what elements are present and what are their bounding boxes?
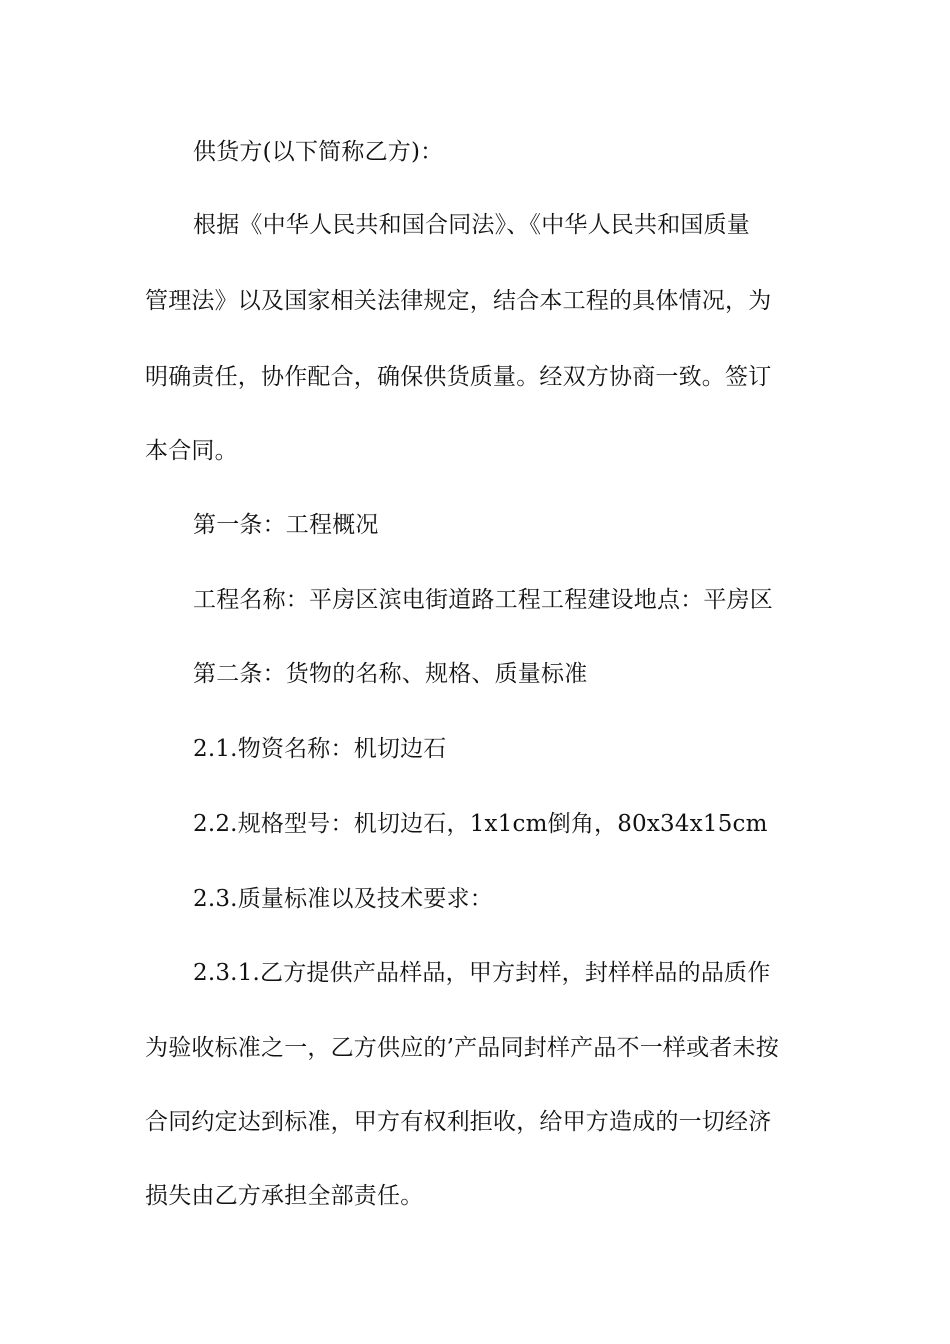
clause-2-3: 2.3.质量标准以及技术要求：: [193, 886, 493, 912]
clause-2-1: 2.1.物资名称：机切边石: [193, 736, 447, 762]
preamble-line-3: 明确责任，协作配合，确保供货质量。经双方协商一致。签订: [145, 364, 772, 390]
project-name-line: 工程名称：平房区滨电街道路工程工程建设地点：平房区: [193, 587, 773, 613]
clause-2-2: 2.2.规格型号：机切边石，1x1cm倒角，80x34x15cm: [193, 811, 768, 837]
clause-2-3-1-line-3: 合同约定达到标准，甲方有权利拒收，给甲方造成的一切经济: [145, 1109, 772, 1135]
clause-2-3-1-line-4: 损失由乙方承担全部责任。: [145, 1183, 424, 1209]
preamble-line-1: 根据《中华人民共和国合同法》、《中华人民共和国质量: [193, 212, 750, 238]
clause-2-3-1-line-2: 为验收标准之一，乙方供应的’产品同封样产品不一样或者未按: [145, 1035, 779, 1061]
preamble-line-2: 管理法》以及国家相关法律规定，结合本工程的具体情况，为: [145, 288, 772, 314]
article-2-heading: 第二条：货物的名称、规格、质量标准: [193, 661, 588, 687]
clause-2-3-1-line-1: 2.3.1.乙方提供产品样品，甲方封样，封样样品的品质作: [193, 960, 771, 986]
article-1-heading: 第一条：工程概况: [193, 512, 379, 538]
preamble-line-4: 本合同。: [145, 438, 238, 464]
supplier-line: 供货方(以下简称乙方)：: [193, 139, 444, 165]
